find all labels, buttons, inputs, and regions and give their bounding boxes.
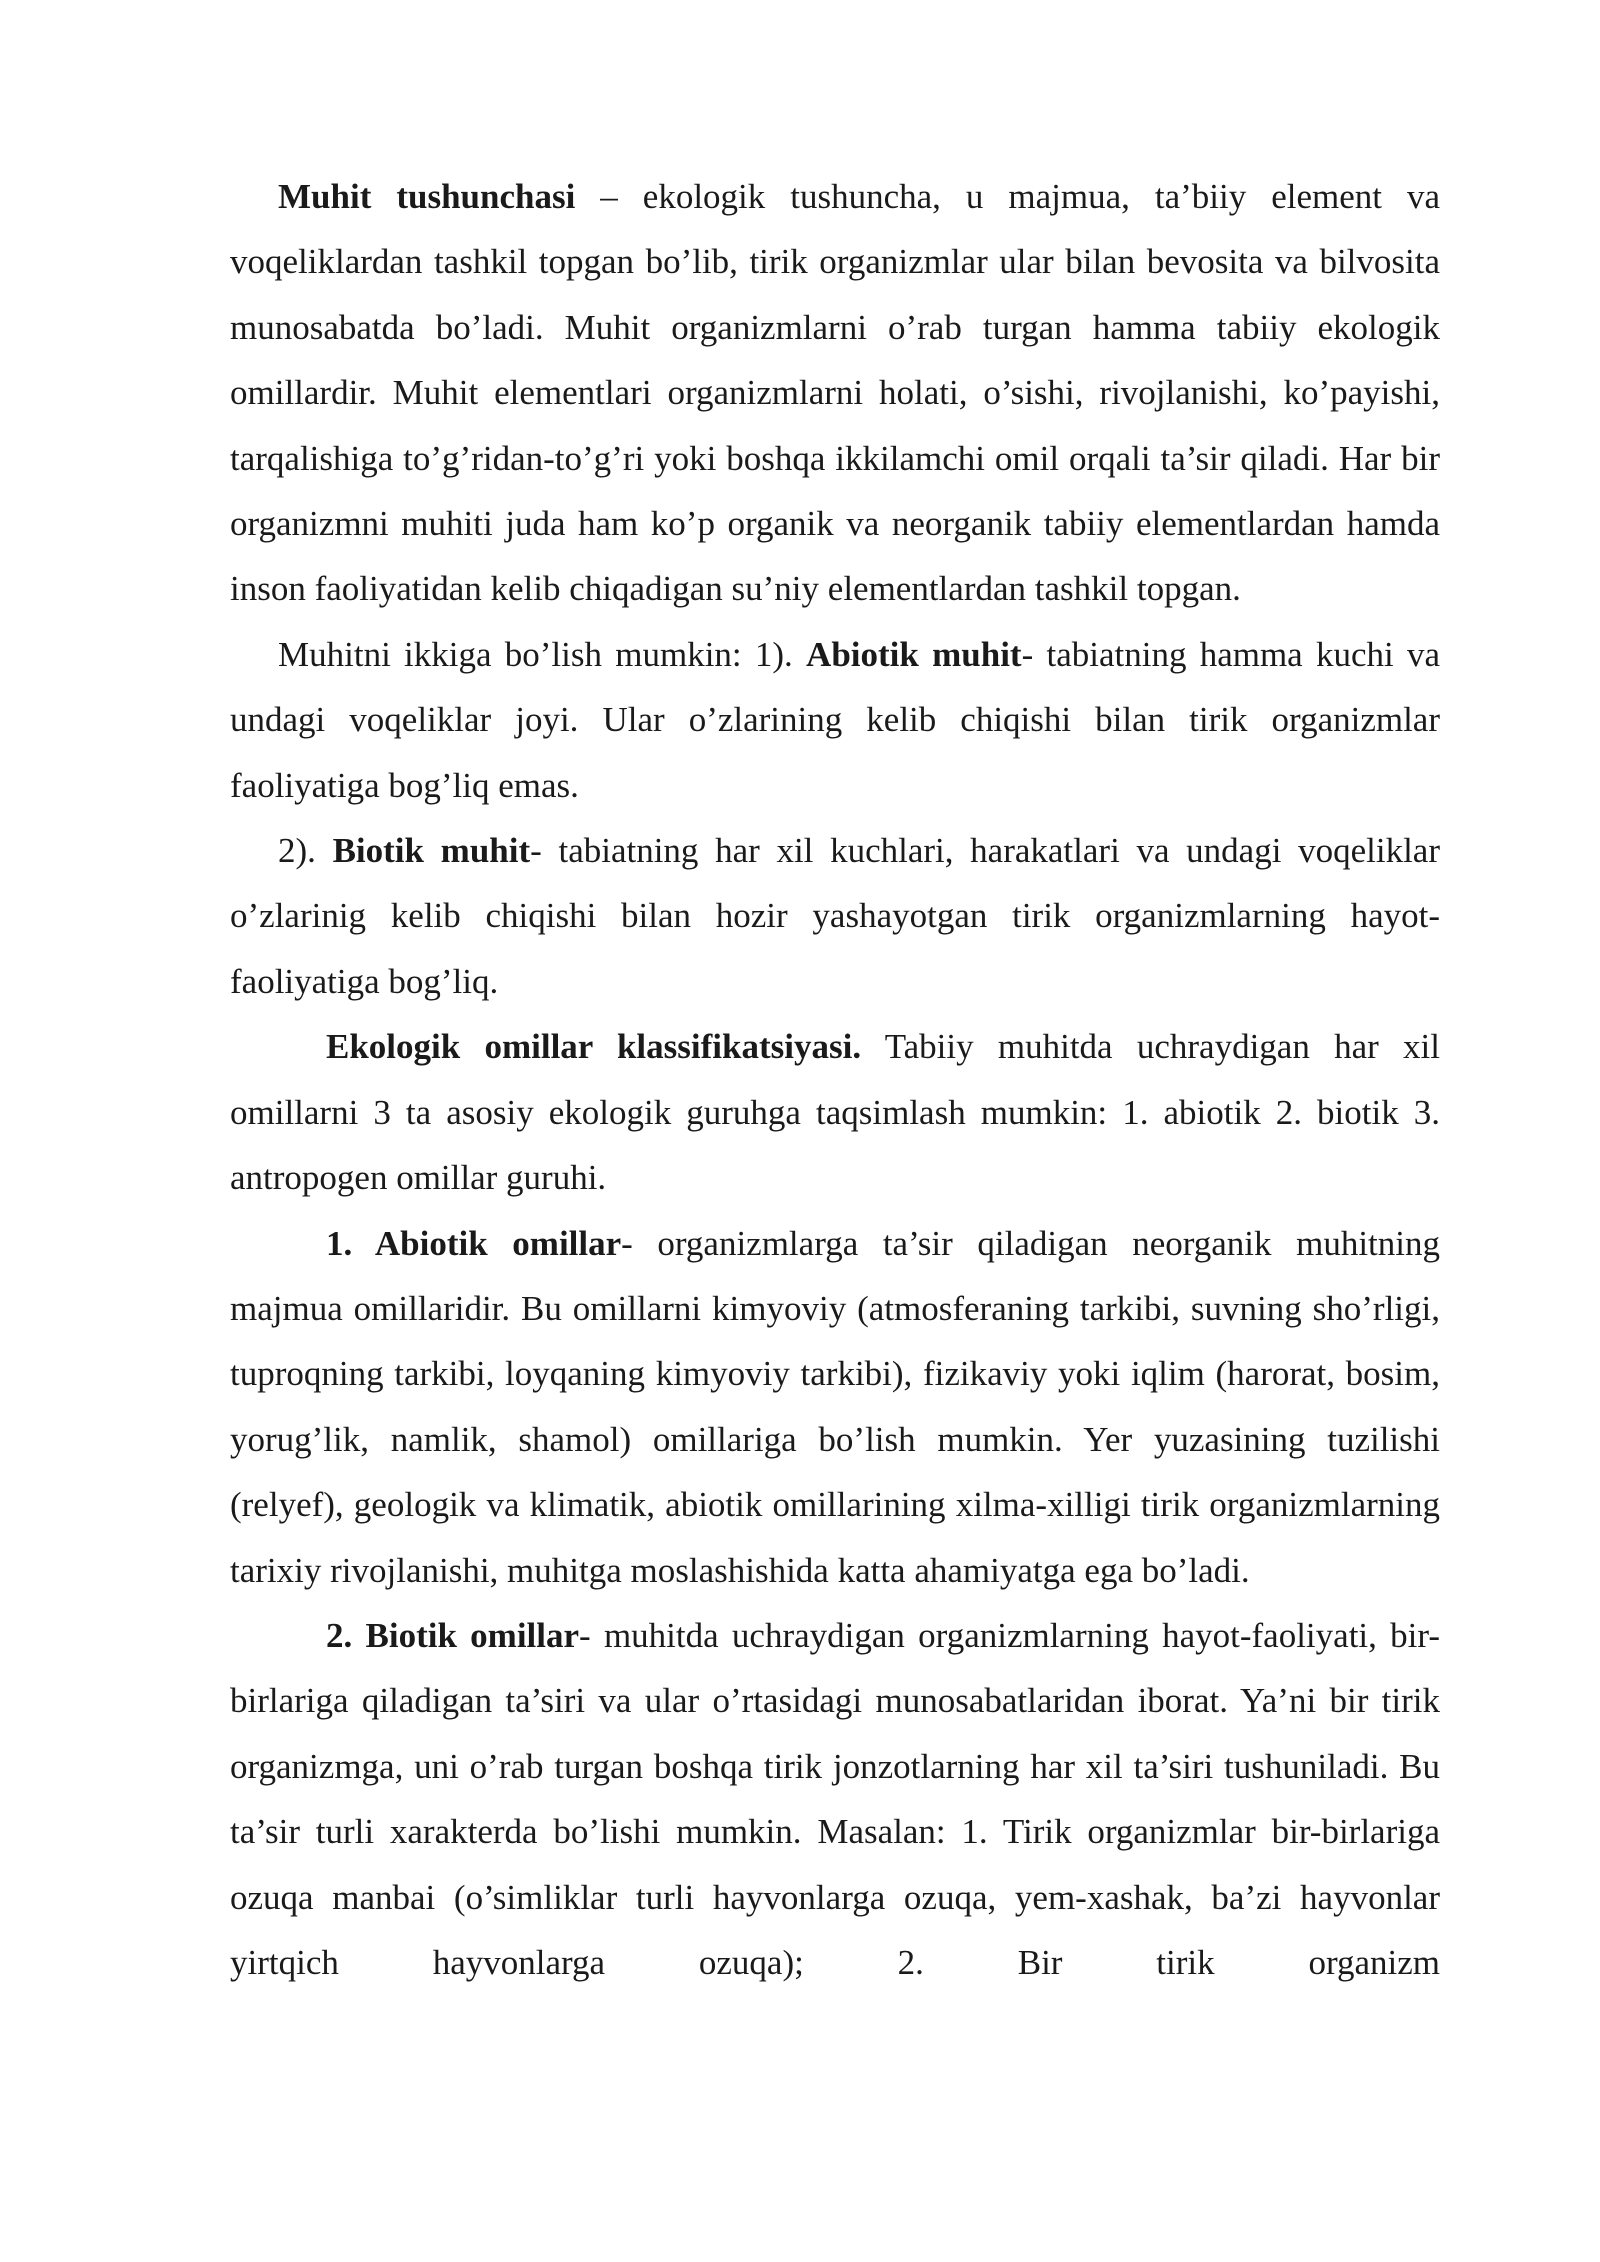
paragraph-biotik-omillar (230, 1603, 1440, 1995)
heading-ekologik-omillar: Ekologik omillar klassifikatsiyasi. (326, 1027, 862, 1067)
paragraph-biotik-muhit (230, 818, 1440, 1014)
term-biotik-omillar: 2. Biotik omillar (326, 1615, 580, 1655)
term-muhit-tushunchasi: Muhit tushunchasi (278, 177, 576, 216)
term-abiotik-muhit: Abiotik muhit (806, 634, 1022, 674)
paragraph-abiotik-muhit (230, 622, 1440, 818)
paragraph-text: - tabiatning hamma kuchi va undagi voqeliklar joyi. Ular o’zlarining kelib chiqishi bilan tirik organizmlar faoliyatiga bog’liq emas. (230, 634, 1440, 805)
term-biotik-muhit: Biotik muhit (332, 831, 531, 871)
paragraph-prefix: Muhitni ikkiga bo’lish mumkin: 1). (278, 634, 807, 674)
paragraph-text: Tabiiy muhitda uchraydigan har xil omillarni 3 ta asosiy ekologik guruhga taqsimlash mumkin: 1. abiotik 2. biotik 3. antropogen omillar guruhi. (230, 1027, 1440, 1198)
paragraph-text: - muhitda uchraydigan organizmlarning hayot-faoliyati, bir-birlariga qiladigan ta’siri va ular o’rtasidagi munosabatlaridan iborat. Ya’ni bir tirik organizmga, uni o’rab turgan boshqa tirik jonzotlarning har xil ta’siri tushuniladi. Bu ta’sir turli xarakterda bo’lishi mumkin. Masalan: 1. Tirik organizmlar bir-birlariga ozuqa manbai (o’simliklar turli hayvonlarga ozuqa, yem-xashak, ba’zi hayvonlar yirtqich hayvonlarga ozuqa); 2. Bir tirik organizm (230, 1615, 1440, 1982)
paragraph-abiotik-omillar (230, 1211, 1440, 1603)
paragraph-muhit-tushunchasi (230, 164, 1440, 622)
paragraph-ekologik-omillar (230, 1014, 1440, 1210)
paragraph-text: - organizmlarga ta’sir qiladigan neorganik muhitning majmua omillaridir. Bu omillarni kimyoviy (atmosferaning tarkibi, suvning sho’rligi, tuproqning tarkibi, loyqaning kimyoviy tarkibi), fizikaviy yoki iqlim (harorat, bosim, yorug’lik, namlik, shamol) omillariga bo’lish mumkin. Yer yuzasining tuzilishi (relyef), geologik va klimatik, abiotik omillarining xilma-xilligi tirik organizmlarning tarixiy rivojlanishi, muhitga moslashishida katta ahamiyatga ega bo’ladi. (230, 1223, 1440, 1590)
paragraph-text: – ekologik tushuncha, u majmua, ta’biiy element va voqeliklardan tashkil topgan bo’lib, tirik organizmlar ular bilan bevosita va bilvosita munosabatda bo’ladi. Muhit organizmlarni o’rab turgan hamma tabiiy ekologik omillardir. Muhit elementlari organizmlarni holati, o’sishi, rivojlanishi, ko’payishi, tarqalishiga to’g’ridan-to’g’ri yoki boshqa ikkilamchi omil orqali ta’sir qiladi. Har bir organizmni muhiti juda ham ko’p organik va neorganik tabiiy elementlardan hamda inson faoliyatidan kelib chiqadigan su’niy elementlardan tashkil topgan. (230, 177, 1440, 609)
paragraph-prefix: 2). (278, 831, 333, 871)
term-abiotik-omillar: 1. Abiotik omillar (326, 1223, 622, 1263)
document-page (230, 164, 1440, 1995)
paragraph-text: - tabiatning har xil kuchlari, harakatlari va undagi voqeliklar o’zlarinig kelib chiqishi bilan hozir yashayotgan tirik organizmlarning hayot-faoliyatiga bog’liq. (230, 831, 1440, 1001)
